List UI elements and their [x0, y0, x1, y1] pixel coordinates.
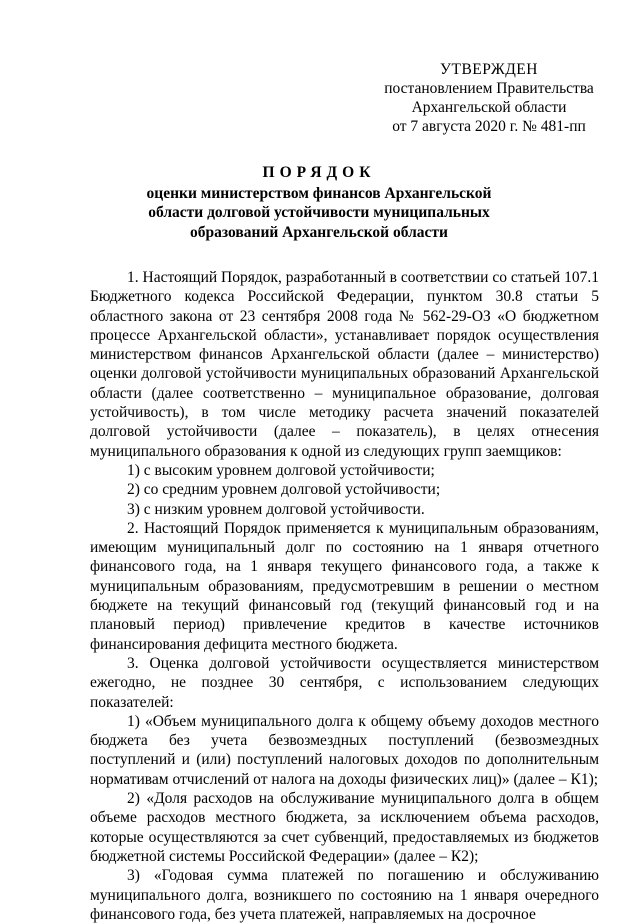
paragraph-2: 2. Настоящий Порядок применяется к муниципальным образованиям, имеющим муниципальный долг по состоянию на 1 января отчетного финансового года, на 1 января текущего финансового года, а также к муниципальным образованиям, предусмотревшим в решении о местном бюджете на текущий финансовый год (текущий финансовый год и на плановый период) привлечение кредитов в качестве источников финансирования дефицита местного бюджета. — [90, 519, 599, 653]
list-item: 1) с высоким уровнем долговой устойчивости; — [127, 461, 435, 479]
title-line: образований Архангельской области — [190, 223, 448, 241]
approval-date-line: от 7 августа 2020 г. № 481-пп — [392, 118, 586, 135]
paragraph-3: 3. Оценка долговой устойчивости осуществляется министерством ежегодно, не позднее 30 сентября, с использованием следующих показателей: — [90, 654, 599, 711]
approval-stamp — [370, 60, 608, 136]
title-line: оценки министерством финансов Архангельской — [146, 184, 492, 202]
document-body — [90, 268, 599, 924]
document-title — [90, 163, 548, 242]
indicator-k3: 3) «Годовая сумма платежей по погашению и обслуживанию муниципального долга, возникшего по состоянию на 1 января очередного финансового года, без учета платежей, направляемых на досрочное — [90, 867, 599, 923]
indicator-k1: 1) «Объем муниципального долга к общему объему доходов местного бюджета без учета безвозмездных поступлений (безвозмездных поступлений и (или) поступлений налоговых доходов по дополнительным нормативам отчислений от налога на доходы физических лиц)» (далее – К1); — [90, 712, 599, 788]
list-item: 3) с низким уровнем долговой устойчивости. — [127, 500, 425, 518]
approval-line: постановлением Правительства — [384, 80, 594, 97]
approval-line: Архангельской области — [411, 99, 567, 116]
approval-heading: УТВЕРЖДЕН — [440, 61, 538, 78]
paragraph-1: 1. Настоящий Порядок, разработанный в соответствии со статьей 107.1 Бюджетного кодекса Российской Федерации, пунктом 30.8 статьи 5 областного закона от 23 сентября 2008 года № 562-29-ОЗ «О бюджетном процессе Архангельской области», устанавливает порядок осуществления министерством финансов Архангельской области (далее – министерство) оценки долговой устойчивости муниципальных образований Архангельской области (далее соответственно – муниципальное образование, долговая устойчивость), в том числе методику расчета значений показателей долговой устойчивости (далее – показатель), в целях отнесения муниципального образования к одной из следующих групп заемщиков: — [90, 269, 599, 460]
list-item: 2) со средним уровнем долговой устойчивости; — [127, 481, 441, 499]
title-line: области долговой устойчивости муниципальных — [148, 204, 490, 221]
title-heading: ПОРЯДОК — [262, 164, 376, 181]
indicator-k2: 2) «Доля расходов на обслуживание муниципального долга в общем объеме расходов местного бюджета, за исключением объема расходов, которые осуществляются за счет субвенций, предоставляемых из бюджетов бюджетной системы Российской Федерации» (далее – К2); — [90, 790, 599, 865]
